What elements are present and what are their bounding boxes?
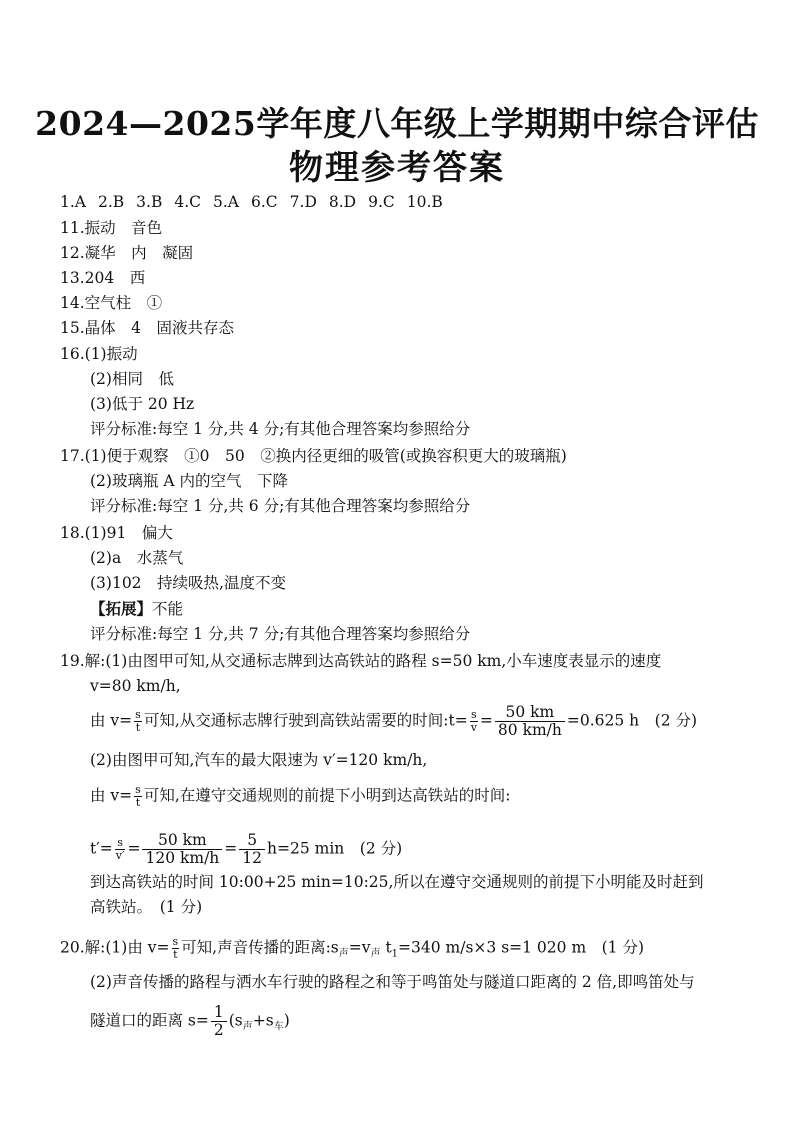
mc-answer-row: [60, 192, 455, 212]
mc-answer: 1.A: [60, 193, 86, 211]
answer-q19-line3: 由 v= $\frac{s}{t}$ 可知,从交通标志牌行驶到高铁站需要的时间:t= $\frac{s}{v}$ = $\frac{50 km}{80 km/h}$ =0.625 h (2 分): [90, 703, 698, 739]
answer-q19-line2: v=80 km/h,: [90, 677, 181, 695]
fraction-s-over-vprime: $\frac{s}{v'}$: [115, 836, 125, 862]
answer-q17-2: (2)玻璃瓶 A 内的空气 下降: [90, 472, 289, 490]
answer-q18-extension: [90, 599, 183, 619]
extension-answer: 不能: [152, 600, 184, 618]
answer-q19-line8: 高铁站。 (1 分): [90, 898, 203, 916]
answer-q20-line2: (2)声音传播的路程与洒水车行驶的路程之和等于鸣笛处与隧道口距离的 2 倍,即鸣笛处与: [90, 973, 695, 991]
mc-answer: 6.C: [251, 193, 278, 211]
answer-q19-line5: 由 v= $\frac{s}{t}$ 可知,在遵守交通规则的前提下小明到达高铁站的时间:: [90, 783, 511, 809]
extension-tag: 【拓展】: [90, 599, 153, 618]
fraction-5-over-12: $\frac{5}{12}$: [239, 832, 265, 867]
mc-answer: 2.B: [97, 193, 125, 211]
page-title: 2024—2025学年度八年级上学期期中综合评估: [35, 104, 759, 143]
answer-q17-1: 17.(1)便于观察 ①0 50 ②换内径更细的吸管(或换容积更大的玻璃瓶): [60, 447, 567, 465]
answer-q19-line6: t′= $\frac{s}{v'}$ = $\frac{50 km}{120 km/h}$ = $\frac{5}{12}$ h=25 min (2 分): [90, 831, 403, 867]
answer-q18-3: (3)102 持续吸热,温度不变: [90, 574, 286, 592]
mc-answer: 4.C: [174, 193, 202, 211]
fraction-s-over-t: $\frac{s}{t}$: [135, 708, 141, 734]
page-subtitle: 物理参考答案: [289, 148, 505, 188]
answer-q13: 13.204 西: [60, 269, 146, 287]
fraction-s-over-t: $\frac{s}{t}$: [135, 783, 141, 809]
answer-q18-2: (2)a 水蒸气: [90, 549, 184, 567]
mc-answer: 7.D: [289, 193, 317, 211]
answer-q19-line7: 到达高铁站的时间 10:00+25 min=10:25,所以在遵守交通规则的前提下小明能及时赶到: [90, 873, 704, 891]
answer-q16-3: (3)低于 20 Hz: [90, 395, 195, 413]
answer-q20-line1: 20.解:(1)由 v= $\frac{s}{t}$ 可知,声音传播的距离$:s_声=v_声$ $t_1=340$ m/s×3 s=1 020 m (1 分): [60, 935, 645, 961]
answer-q20-line3: 隧道口的距离 s= $\frac{1}{2}$ $(s_声+s_车)$: [90, 1003, 290, 1039]
answer-q19-line4: (2)由图甲可知,汽车的最大限速为 v′=120 km/h,: [90, 751, 428, 769]
fraction-one-half: $\frac{1}{2}$: [211, 1004, 227, 1039]
scoring-note-q18: 评分标准:每空 1 分,共 7 分;有其他合理答案均参照给分: [90, 625, 471, 643]
mc-answer: 9.C: [368, 193, 395, 211]
answer-q18-1: 18.(1)91 偏大: [60, 524, 173, 542]
scoring-note-q17: 评分标准:每空 1 分,共 6 分;有其他合理答案均参照给分: [90, 497, 471, 515]
answer-q12: 12.凝华 内 凝固: [60, 244, 194, 262]
answer-q16-1: 16.(1)振动: [60, 345, 138, 363]
mc-answer: 10.B: [406, 193, 443, 211]
fraction-50km-over-80kmh: $\frac{50 km}{80 km/h}$: [495, 704, 565, 739]
answer-q19-line1: 19.解:(1)由图甲可知,从交通标志牌到达高铁站的路程 s=50 km,小车速度表显示的速度: [60, 652, 662, 670]
fraction-50km-over-120kmh: $\frac{50 km}{120 km/h}$: [142, 832, 222, 867]
answer-q16-2: (2)相同 低: [90, 370, 174, 388]
fraction-s-over-t: $\frac{s}{t}$: [172, 935, 179, 961]
mc-answer: 3.B: [136, 193, 163, 211]
mc-answer: 8.D: [328, 193, 357, 211]
answer-q11: 11.振动 音色: [60, 219, 163, 237]
answer-q14: 14.空气柱 ①: [60, 294, 163, 312]
mc-answer: 5.A: [213, 193, 239, 211]
scoring-note-q16: 评分标准:每空 1 分,共 4 分;有其他合理答案均参照给分: [90, 420, 471, 438]
answer-q15: 15.晶体 4 固液共存态: [60, 319, 235, 337]
fraction-s-over-v: $\frac{s}{v}$: [470, 708, 477, 734]
